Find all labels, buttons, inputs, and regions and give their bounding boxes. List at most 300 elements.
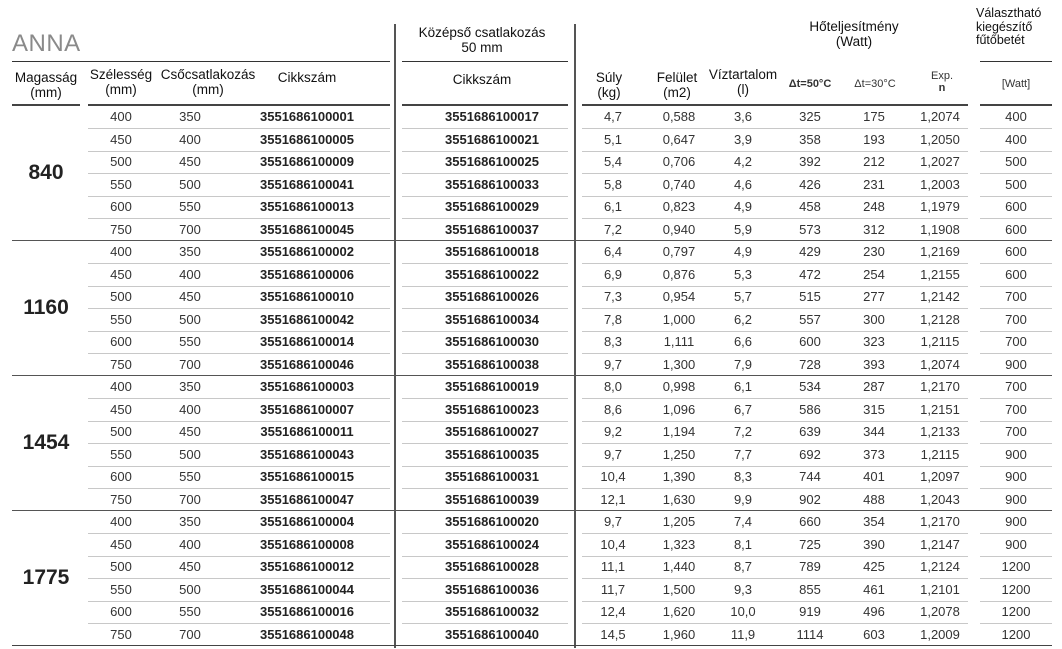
cell-szelesseg: 750 — [110, 626, 132, 642]
cell-szelesseg: 600 — [110, 199, 132, 214]
cell-exp: 1,2147 — [920, 536, 960, 552]
header-hoteljesitmeny: Hőteljesítmény (Watt) — [809, 19, 899, 49]
cell-viztartalom: 8,1 — [733, 536, 753, 552]
cell-exp: 1,2027 — [920, 154, 960, 169]
cell-exp: 1,2009 — [920, 626, 960, 642]
cell-watt: 1200 — [1001, 581, 1031, 597]
cell-suly: 11,1 — [600, 559, 626, 574]
cell-kozepso: 3551686100031 — [445, 469, 539, 484]
cell-dt50: 725 — [799, 536, 821, 552]
cell-kozepso: 3551686100027 — [445, 424, 539, 439]
cell-szelesseg: 500 — [110, 289, 132, 304]
table-row — [0, 286, 1062, 309]
cell-viztartalom: 7,2 — [733, 424, 753, 439]
cell-csocsatl: 450 — [179, 154, 201, 169]
cell-szelesseg: 400 — [110, 379, 132, 394]
cell-kozepso: 3551686100017 — [445, 109, 539, 124]
cell-cikkszam: 3551686100007 — [260, 401, 354, 417]
cell-szelesseg: 600 — [110, 604, 132, 619]
cell-kozepso: 3551686100019 — [445, 379, 539, 394]
group-divider — [12, 645, 1052, 646]
cell-cikkszam: 3551686100047 — [260, 491, 354, 507]
cell-csocsatl: 350 — [179, 244, 201, 259]
height-label: 1454 — [22, 430, 70, 454]
cell-exp: 1,2074 — [920, 356, 960, 372]
header-dt30: Δt=30°C — [854, 78, 896, 90]
cell-dt50: 855 — [799, 581, 821, 597]
cell-dt50: 472 — [799, 266, 821, 282]
cell-felulet: 0,954 — [662, 289, 696, 304]
cell-szelesseg: 500 — [110, 559, 132, 574]
cell-dt50: 600 — [799, 334, 821, 349]
table-row — [0, 129, 1062, 152]
cell-csocsatl: 400 — [179, 536, 201, 552]
cell-kozepso: 3551686100029 — [445, 199, 539, 214]
cell-watt: 700 — [1005, 311, 1027, 327]
cell-csocsatl: 500 — [179, 446, 201, 462]
cell-suly: 10,4 — [600, 469, 626, 484]
cell-szelesseg: 400 — [110, 109, 132, 124]
cell-viztartalom: 7,4 — [733, 514, 753, 529]
cell-csocsatl: 700 — [179, 491, 201, 507]
header-dt50: Δt=50°C — [788, 78, 832, 90]
cell-viztartalom: 4,6 — [733, 176, 753, 192]
cell-cikkszam: 3551686100003 — [260, 379, 354, 394]
cell-watt: 900 — [1005, 514, 1027, 529]
header-cikkszam: Cikkszám — [277, 70, 337, 85]
cell-dt30: 603 — [863, 626, 885, 642]
cell-exp: 1,2043 — [920, 491, 960, 507]
cell-viztartalom: 9,3 — [733, 581, 753, 597]
cell-exp: 1,2169 — [920, 244, 960, 259]
cell-dt30: 315 — [863, 401, 885, 417]
header-viztartalom: Víztartalom (l) — [708, 67, 778, 97]
cell-szelesseg: 550 — [110, 581, 132, 597]
cell-szelesseg: 750 — [110, 221, 132, 237]
cell-szelesseg: 450 — [110, 266, 132, 282]
cell-szelesseg: 550 — [110, 446, 132, 462]
cell-dt30: 231 — [863, 176, 885, 192]
cell-watt: 900 — [1005, 446, 1027, 462]
table-row — [0, 556, 1062, 579]
cell-dt30: 300 — [863, 311, 885, 327]
cell-suly: 8,3 — [603, 334, 623, 349]
header-valaszthato: Választható kiegészítő fűtőbetét — [976, 6, 1042, 47]
cell-exp: 1,2078 — [920, 604, 960, 619]
cell-szelesseg: 500 — [110, 154, 132, 169]
cell-exp: 1,2101 — [920, 581, 960, 597]
cell-watt: 1200 — [1001, 604, 1031, 619]
cell-felulet: 0,706 — [662, 154, 696, 169]
cell-dt30: 488 — [863, 491, 885, 507]
cell-viztartalom: 5,9 — [733, 221, 753, 237]
cell-dt30: 461 — [863, 581, 885, 597]
cell-viztartalom: 6,6 — [733, 334, 753, 349]
cell-cikkszam: 3551686100044 — [260, 581, 354, 597]
cell-suly: 12,1 — [600, 491, 626, 507]
cell-exp: 1,1908 — [920, 221, 960, 237]
cell-kozepso: 3551686100039 — [445, 491, 539, 507]
cell-kozepso: 3551686100018 — [445, 244, 539, 259]
height-label: 840 — [28, 160, 64, 184]
cell-viztartalom: 4,2 — [733, 154, 753, 169]
cell-exp: 1,2155 — [920, 266, 960, 282]
cell-csocsatl: 350 — [179, 379, 201, 394]
cell-dt30: 496 — [863, 604, 885, 619]
cell-exp: 1,2097 — [920, 469, 960, 484]
cell-szelesseg: 550 — [110, 311, 132, 327]
cell-dt30: 390 — [863, 536, 885, 552]
cell-dt30: 344 — [863, 424, 885, 439]
cell-felulet: 0,797 — [662, 244, 696, 259]
table-row — [0, 466, 1062, 489]
cell-suly: 8,0 — [603, 379, 623, 394]
header-exp: Exp. n — [930, 70, 953, 94]
cell-csocsatl: 500 — [179, 581, 201, 597]
cell-kozepso: 3551686100030 — [445, 334, 539, 349]
height-label: 1160 — [23, 295, 69, 319]
cell-felulet: 0,588 — [662, 109, 696, 124]
cell-dt50: 919 — [799, 604, 821, 619]
cell-felulet: 0,647 — [662, 131, 696, 147]
cell-viztartalom: 5,7 — [733, 289, 753, 304]
cell-dt30: 312 — [863, 221, 885, 237]
cell-suly: 6,1 — [603, 199, 623, 214]
cell-watt: 600 — [1005, 221, 1027, 237]
cell-csocsatl: 550 — [179, 604, 201, 619]
cell-viztartalom: 8,7 — [733, 559, 753, 574]
cell-csocsatl: 400 — [179, 266, 201, 282]
cell-viztartalom: 7,9 — [733, 356, 753, 372]
cell-watt: 700 — [1005, 379, 1027, 394]
cell-suly: 10,4 — [600, 536, 626, 552]
cell-watt: 900 — [1005, 536, 1027, 552]
header-csocsatlakozas: Csőcsatlakozás (mm) — [160, 67, 256, 97]
header-szelesseg: Szélesség (mm) — [89, 67, 153, 97]
cell-dt50: 728 — [799, 356, 821, 372]
cell-dt50: 744 — [799, 469, 821, 484]
header-rule-top-right — [980, 61, 1052, 62]
table-row — [0, 196, 1062, 219]
cell-dt50: 557 — [799, 311, 821, 327]
table-row — [0, 444, 1062, 467]
header-watt: [Watt] — [1001, 78, 1031, 90]
cell-exp: 1,2170 — [920, 514, 960, 529]
cell-szelesseg: 600 — [110, 334, 132, 349]
table-row — [0, 151, 1062, 174]
cell-csocsatl: 700 — [179, 626, 201, 642]
table-row — [0, 264, 1062, 287]
cell-kozepso: 3551686100025 — [445, 154, 539, 169]
cell-dt30: 323 — [863, 334, 885, 349]
cell-felulet: 1,096 — [662, 401, 696, 417]
cell-watt: 700 — [1005, 334, 1027, 349]
cell-suly: 7,2 — [603, 221, 623, 237]
cell-dt30: 193 — [863, 131, 885, 147]
cell-csocsatl: 450 — [179, 289, 201, 304]
cell-cikkszam: 3551686100041 — [260, 176, 354, 192]
header-suly: Súly (kg) — [595, 70, 623, 100]
cell-felulet: 0,823 — [662, 199, 696, 214]
table-row — [0, 174, 1062, 197]
cell-exp: 1,2124 — [920, 559, 960, 574]
cell-suly: 7,8 — [603, 311, 623, 327]
cell-viztartalom: 7,7 — [733, 446, 753, 462]
table-row — [0, 354, 1062, 377]
cell-felulet: 1,250 — [662, 446, 696, 462]
cell-suly: 11,7 — [600, 581, 626, 597]
cell-dt50: 426 — [799, 176, 821, 192]
cell-suly: 14,5 — [600, 626, 626, 642]
cell-csocsatl: 350 — [179, 514, 201, 529]
header-magassag: Magasság (mm) — [14, 70, 78, 100]
cell-szelesseg: 400 — [110, 244, 132, 259]
cell-kozepso: 3551686100028 — [445, 559, 539, 574]
cell-cikkszam: 3551686100015 — [260, 469, 354, 484]
cell-felulet: 1,960 — [662, 626, 696, 642]
header-felulet: Felület (m2) — [656, 70, 698, 100]
cell-watt: 700 — [1005, 401, 1027, 417]
cell-suly: 5,8 — [603, 176, 623, 192]
cell-suly: 5,4 — [603, 154, 623, 169]
cell-watt: 1200 — [1001, 626, 1031, 642]
cell-felulet: 1,390 — [662, 469, 696, 484]
cell-dt30: 354 — [863, 514, 885, 529]
cell-dt50: 515 — [799, 289, 821, 304]
cell-dt30: 277 — [863, 289, 885, 304]
cell-kozepso: 3551686100035 — [445, 446, 539, 462]
cell-viztartalom: 6,1 — [733, 379, 753, 394]
cell-dt50: 325 — [799, 109, 821, 124]
cell-viztartalom: 10,0 — [730, 604, 756, 619]
cell-cikkszam: 3551686100016 — [260, 604, 354, 619]
cell-cikkszam: 3551686100002 — [260, 244, 354, 259]
cell-dt50: 586 — [799, 401, 821, 417]
cell-cikkszam: 3551686100004 — [260, 514, 354, 529]
cell-suly: 5,1 — [603, 131, 623, 147]
table-row — [0, 511, 1062, 534]
cell-watt: 900 — [1005, 469, 1027, 484]
header-kozepso: Középső csatlakozás 50 mm — [418, 25, 546, 55]
cell-suly: 9,7 — [603, 446, 623, 462]
header-rule-top-left — [12, 61, 390, 62]
cell-suly: 9,2 — [603, 424, 623, 439]
cell-felulet: 1,205 — [662, 514, 696, 529]
table-row — [0, 399, 1062, 422]
cell-dt30: 401 — [863, 469, 885, 484]
cell-exp: 1,2170 — [920, 379, 960, 394]
cell-suly: 6,9 — [603, 266, 623, 282]
cell-cikkszam: 3551686100043 — [260, 446, 354, 462]
cell-cikkszam: 3551686100012 — [260, 559, 354, 574]
cell-csocsatl: 400 — [179, 401, 201, 417]
table-row — [0, 534, 1062, 557]
cell-csocsatl: 550 — [179, 334, 201, 349]
cell-watt: 600 — [1005, 199, 1027, 214]
cell-csocsatl: 500 — [179, 311, 201, 327]
cell-csocsatl: 500 — [179, 176, 201, 192]
cell-watt: 700 — [1005, 424, 1027, 439]
cell-felulet: 1,440 — [662, 559, 696, 574]
cell-exp: 1,1979 — [920, 199, 960, 214]
cell-csocsatl: 700 — [179, 356, 201, 372]
cell-felulet: 0,998 — [662, 379, 696, 394]
table-row — [0, 106, 1062, 129]
cell-szelesseg: 550 — [110, 176, 132, 192]
cell-suly: 12,4 — [600, 604, 626, 619]
cell-dt30: 230 — [863, 244, 885, 259]
table-row — [0, 309, 1062, 332]
cell-cikkszam: 3551686100013 — [260, 199, 354, 214]
cell-cikkszam: 3551686100014 — [260, 334, 354, 349]
cell-kozepso: 3551686100020 — [445, 514, 539, 529]
cell-viztartalom: 3,6 — [733, 109, 753, 124]
cell-csocsatl: 450 — [179, 424, 201, 439]
cell-szelesseg: 500 — [110, 424, 132, 439]
cell-watt: 500 — [1005, 154, 1027, 169]
cell-felulet: 0,940 — [662, 221, 696, 237]
table-row — [0, 241, 1062, 264]
cell-felulet: 1,620 — [662, 604, 696, 619]
cell-cikkszam: 3551686100042 — [260, 311, 354, 327]
cell-cikkszam: 3551686100008 — [260, 536, 354, 552]
cell-suly: 6,4 — [603, 244, 623, 259]
cell-kozepso: 3551686100021 — [445, 131, 539, 147]
cell-viztartalom: 6,7 — [733, 401, 753, 417]
cell-viztartalom: 8,3 — [733, 469, 753, 484]
cell-kozepso: 3551686100022 — [445, 266, 539, 282]
table-row — [0, 579, 1062, 602]
cell-cikkszam: 3551686100005 — [260, 131, 354, 147]
cell-felulet: 1,194 — [662, 424, 696, 439]
cell-dt30: 175 — [863, 109, 885, 124]
cell-szelesseg: 600 — [110, 469, 132, 484]
cell-watt: 700 — [1005, 289, 1027, 304]
cell-dt30: 373 — [863, 446, 885, 462]
cell-cikkszam: 3551686100045 — [260, 221, 354, 237]
cell-felulet: 1,323 — [662, 536, 696, 552]
cell-dt50: 392 — [799, 154, 821, 169]
cell-suly: 8,6 — [603, 401, 623, 417]
cell-szelesseg: 450 — [110, 536, 132, 552]
cell-dt30: 248 — [863, 199, 885, 214]
cell-exp: 1,2128 — [920, 311, 960, 327]
cell-cikkszam: 3551686100001 — [260, 109, 354, 124]
header-kozepso-cikkszam: Cikkszám — [452, 72, 512, 87]
cell-dt50: 1114 — [796, 626, 824, 642]
cell-dt50: 789 — [799, 559, 821, 574]
cell-kozepso: 3551686100026 — [445, 289, 539, 304]
cell-kozepso: 3551686100037 — [445, 221, 539, 237]
cell-szelesseg: 400 — [110, 514, 132, 529]
cell-watt: 400 — [1005, 109, 1027, 124]
brand-title: ANNA — [12, 30, 81, 57]
cell-dt30: 287 — [863, 379, 885, 394]
cell-watt: 1200 — [1001, 559, 1031, 574]
cell-szelesseg: 750 — [110, 491, 132, 507]
cell-dt30: 425 — [863, 559, 885, 574]
table-row — [0, 421, 1062, 444]
cell-cikkszam: 3551686100046 — [260, 356, 354, 372]
header-rule-top-mid — [402, 61, 568, 62]
cell-felulet: 0,740 — [662, 176, 696, 192]
cell-exp: 1,2151 — [920, 401, 960, 417]
cell-csocsatl: 700 — [179, 221, 201, 237]
cell-suly: 4,7 — [603, 109, 623, 124]
cell-felulet: 1,500 — [662, 581, 696, 597]
cell-cikkszam: 3551686100011 — [260, 424, 354, 439]
table-row — [0, 489, 1062, 512]
cell-exp: 1,2115 — [920, 334, 960, 349]
cell-felulet: 1,300 — [662, 356, 696, 372]
cell-suly: 9,7 — [603, 356, 623, 372]
cell-exp: 1,2074 — [920, 109, 960, 124]
cell-cikkszam: 3551686100006 — [260, 266, 354, 282]
cell-kozepso: 3551686100034 — [445, 311, 539, 327]
cell-viztartalom: 11,9 — [730, 626, 756, 642]
table-row — [0, 601, 1062, 624]
cell-cikkszam: 3551686100009 — [260, 154, 354, 169]
cell-viztartalom: 4,9 — [733, 199, 753, 214]
cell-dt50: 639 — [799, 424, 821, 439]
cell-csocsatl: 350 — [179, 109, 201, 124]
cell-watt: 500 — [1005, 176, 1027, 192]
height-label: 1775 — [22, 565, 70, 589]
cell-exp: 1,2115 — [920, 446, 960, 462]
cell-exp: 1,2142 — [920, 289, 960, 304]
cell-kozepso: 3551686100033 — [445, 176, 539, 192]
cell-felulet: 1,000 — [662, 311, 696, 327]
cell-kozepso: 3551686100023 — [445, 401, 539, 417]
cell-cikkszam: 3551686100048 — [260, 626, 354, 642]
cell-suly: 9,7 — [603, 514, 623, 529]
cell-felulet: 1,630 — [662, 491, 696, 507]
cell-watt: 400 — [1005, 131, 1027, 147]
cell-szelesseg: 450 — [110, 401, 132, 417]
cell-viztartalom: 6,2 — [733, 311, 753, 327]
table-row — [0, 219, 1062, 242]
cell-kozepso: 3551686100036 — [445, 581, 539, 597]
cell-dt50: 660 — [799, 514, 821, 529]
table-row — [0, 331, 1062, 354]
cell-dt30: 212 — [863, 154, 885, 169]
cell-kozepso: 3551686100032 — [445, 604, 539, 619]
cell-kozepso: 3551686100040 — [445, 626, 539, 642]
cell-dt50: 534 — [799, 379, 821, 394]
cell-kozepso: 3551686100038 — [445, 356, 539, 372]
cell-exp: 1,2003 — [920, 176, 960, 192]
cell-exp: 1,2050 — [920, 131, 960, 147]
cell-dt50: 458 — [799, 199, 821, 214]
cell-exp: 1,2133 — [920, 424, 960, 439]
cell-dt50: 692 — [799, 446, 821, 462]
cell-kozepso: 3551686100024 — [445, 536, 539, 552]
cell-dt50: 429 — [799, 244, 821, 259]
cell-watt: 900 — [1005, 356, 1027, 372]
cell-watt: 600 — [1005, 244, 1027, 259]
cell-suly: 7,3 — [603, 289, 623, 304]
cell-viztartalom: 5,3 — [733, 266, 753, 282]
cell-viztartalom: 9,9 — [733, 491, 753, 507]
cell-dt50: 358 — [799, 131, 821, 147]
cell-viztartalom: 3,9 — [733, 131, 753, 147]
cell-dt50: 573 — [799, 221, 821, 237]
cell-szelesseg: 450 — [110, 131, 132, 147]
cell-cikkszam: 3551686100010 — [260, 289, 354, 304]
table-row — [0, 376, 1062, 399]
cell-csocsatl: 550 — [179, 199, 201, 214]
cell-felulet: 1,111 — [663, 334, 695, 349]
